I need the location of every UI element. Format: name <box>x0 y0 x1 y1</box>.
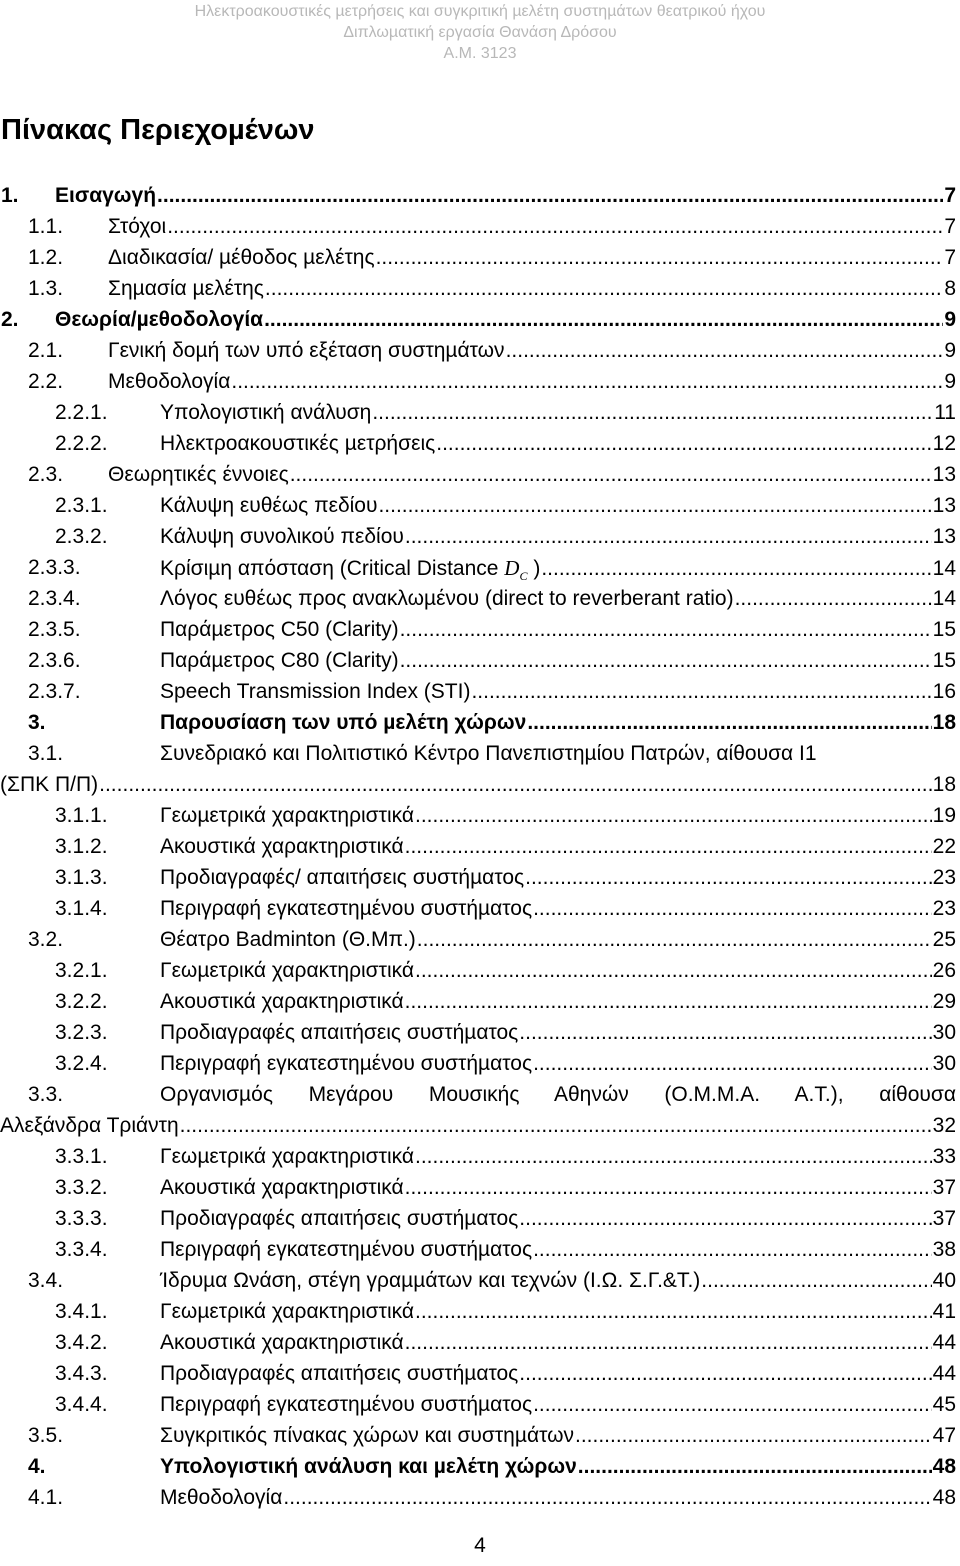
toc-entry-title <box>108 242 375 274</box>
toc-entry-number: 3.5. <box>28 1424 64 1447</box>
toc-entry[interactable] <box>0 304 960 336</box>
toc-entry-page: 15 <box>932 618 956 641</box>
toc-entry-title <box>160 1389 532 1421</box>
toc-entry-page: 26 <box>932 959 956 982</box>
dot-leader <box>231 366 943 398</box>
toc-entry-page: 22 <box>932 835 956 858</box>
toc-entry[interactable] <box>0 1265 960 1297</box>
toc-entry-title <box>160 1327 404 1359</box>
toc-entry-title <box>160 955 414 987</box>
toc-entry-title-text: Θεωρία/µεθοδολογία <box>55 308 264 331</box>
toc-entry[interactable] <box>0 1110 960 1142</box>
toc-entry[interactable] <box>0 1079 960 1111</box>
dot-leader <box>400 645 932 677</box>
toc-entry-title <box>160 614 399 646</box>
toc-entry-title <box>108 211 166 243</box>
toc-entry-page: 23 <box>932 897 956 920</box>
toc-entry-number: 2.3.7. <box>28 680 81 703</box>
toc-entry-title <box>160 676 470 708</box>
symbol-letter: D <box>504 556 520 580</box>
toc-entry-page: 33 <box>932 1145 956 1168</box>
toc-entry-number: 3.2.2. <box>55 990 108 1013</box>
toc-entry-title <box>160 1265 700 1297</box>
header-line-2: Διπλωµατική εργασία Θανάση Δρόσου <box>343 24 617 41</box>
running-header <box>0 1 960 64</box>
dot-leader <box>99 769 932 801</box>
dot-leader <box>415 1296 932 1328</box>
toc-entry-title <box>160 1482 282 1514</box>
toc-entry-title-text: Περιγραφή εγκατεστηµένου συστήµατος <box>160 1052 533 1075</box>
critical-distance-symbol <box>504 556 528 584</box>
toc-entry-title <box>160 1048 532 1080</box>
toc-entry-page: 45 <box>932 1393 956 1416</box>
toc-entry-number: 2.3.4. <box>28 587 81 610</box>
toc-entry-page: 18 <box>932 773 956 796</box>
toc-entry[interactable] <box>0 273 960 305</box>
toc-entry-page: 18 <box>932 711 956 734</box>
dot-leader <box>157 180 943 212</box>
toc-entry-title <box>108 335 505 367</box>
toc-entry-page: 9 <box>944 308 956 331</box>
toc-entry-title-text: Προδιαγραφές απαιτήσεις συστήµατος <box>160 1021 519 1044</box>
toc-entry-title <box>160 1234 532 1266</box>
dot-leader <box>405 521 932 553</box>
toc-entry-number: 3.2.1. <box>55 959 108 982</box>
toc-entry[interactable] <box>0 614 960 646</box>
toc-entry-title-text: Γενική δοµή των υπό εξέταση συστηµάτων <box>108 339 505 362</box>
toc-entry-title-text: Προδιαγραφές/ απαιτήσεις συστήµατος <box>160 866 525 889</box>
toc-entry-title-text: Παράµετρος C50 (Clarity) <box>160 618 399 641</box>
toc-entry-title <box>160 1079 956 1111</box>
toc-entry-title-text: Θεωρητικές έννοιες <box>108 463 289 486</box>
toc-entry-page: 13 <box>932 463 956 486</box>
toc-entry-title-text: Θέατρο Badminton (Θ.Μπ.) <box>160 928 416 951</box>
toc-entry[interactable] <box>0 1234 960 1266</box>
dot-leader <box>533 1234 932 1266</box>
toc-entry-title <box>160 738 817 770</box>
toc-entry-page: 7 <box>944 246 956 269</box>
toc-entry-page: 47 <box>932 1424 956 1447</box>
toc-entry-page: 44 <box>932 1331 956 1354</box>
toc-entry-title <box>160 521 404 553</box>
toc-entry-number: 3.1.1. <box>55 804 108 827</box>
toc-entry-title-text: Συνεδριακό και Πολιτιστικό Κέντρο Πανεπιστηµίου Πατρών, αίθουσα Ι1 <box>160 742 817 765</box>
toc-entry-title-text: Γεωµετρικά χαρακτηριστικά <box>160 804 414 827</box>
toc-entry[interactable] <box>0 242 960 274</box>
toc-entry-page: 9 <box>944 370 956 393</box>
toc-entry-title-text: Περιγραφή εγκατεστηµένου συστήµατος <box>160 1393 533 1416</box>
dot-leader <box>283 1482 931 1514</box>
toc-entry[interactable] <box>0 1327 960 1359</box>
toc-entry-title-text: Υπολογιστική ανάλυση <box>160 401 372 424</box>
toc-entry-page: 19 <box>932 804 956 827</box>
toc-entry[interactable] <box>0 955 960 987</box>
dot-leader <box>415 800 932 832</box>
toc-entry-number: 2.3.6. <box>28 649 81 672</box>
toc-entry[interactable] <box>0 769 960 801</box>
toc-entry[interactable] <box>0 1017 960 1049</box>
toc-entry-title-text: Συγκριτικός πίνακας χώρων και συστηµάτων <box>160 1424 574 1447</box>
toc-entry-title <box>160 490 377 522</box>
toc-entry-title-text: Κάλυψη συνολικού πεδίου <box>160 525 404 548</box>
toc-entry[interactable] <box>0 1203 960 1235</box>
dot-leader <box>415 955 932 987</box>
toc-entry-title-text: Γεωµετρικά χαρακτηριστικά <box>160 1145 414 1168</box>
toc-entry-title-text: Λόγος ευθέως προς ανακλωµένου (direct to reverberant ratio) <box>160 587 734 610</box>
toc-entry[interactable] <box>0 521 960 553</box>
toc-entry-page: 7 <box>944 215 956 238</box>
toc-entry-page: 29 <box>932 990 956 1013</box>
toc-entry[interactable] <box>0 1296 960 1328</box>
toc-entry-title-text: Κρίσιµη απόσταση (Critical Distance <box>160 557 499 580</box>
dot-leader <box>527 707 931 739</box>
toc-entry[interactable] <box>0 1358 960 1390</box>
dot-leader <box>471 676 931 708</box>
toc-entry-number: 3.4.4. <box>55 1393 108 1416</box>
toc-entry-title-text: Ηλεκτροακουστικές µετρήσεις <box>160 432 436 455</box>
dot-leader <box>417 924 932 956</box>
toc-entry-number: 4.1. <box>28 1486 64 1509</box>
toc-entry-title-text: Μεθοδολογία <box>160 1486 283 1509</box>
dot-leader <box>735 583 932 615</box>
toc-entry-page: 44 <box>932 1362 956 1385</box>
toc-entry[interactable] <box>0 645 960 677</box>
toc-entry-page: 48 <box>932 1455 956 1478</box>
toc-entry-title <box>160 1296 414 1328</box>
toc-entry[interactable] <box>0 459 960 491</box>
toc-entry-title <box>160 707 526 739</box>
toc-entry-title <box>0 1110 179 1142</box>
toc-entry-title <box>160 1017 518 1049</box>
toc-entry-title-text: Προδιαγραφές απαιτήσεις συστήµατος <box>160 1362 519 1385</box>
toc-entry-number: 2. <box>1 308 19 331</box>
dot-leader <box>405 1172 932 1204</box>
toc-entry-number: 3.3. <box>28 1083 64 1106</box>
toc-entry-page: 40 <box>932 1269 956 1292</box>
toc-entry-title-text: Σηµασία µελέτης <box>108 277 264 300</box>
toc-entry-number: 2.1. <box>28 339 64 362</box>
toc-entry-number: 3.1.4. <box>55 897 108 920</box>
toc-entry-title-text: Διαδικασία/ µέθοδος µελέτης <box>108 246 375 269</box>
toc-entry-title-text: Ακουστικά χαρακτηριστικά <box>160 1331 404 1354</box>
toc-entry-number: 3.4.1. <box>55 1300 108 1323</box>
toc-entry-title <box>108 273 264 305</box>
dot-leader <box>519 1358 931 1390</box>
toc-entry-title <box>160 645 399 677</box>
toc-entry-page: 37 <box>932 1207 956 1230</box>
toc-entry-title <box>160 831 404 863</box>
toc-entry[interactable] <box>0 1420 960 1452</box>
toc-entry-page: 7 <box>944 184 956 207</box>
toc-entry-title-text: Αλεξάνδρα Τριάντη <box>0 1114 179 1137</box>
dot-leader <box>415 1141 932 1173</box>
dot-leader <box>533 1389 932 1421</box>
toc-entry[interactable] <box>0 583 960 615</box>
toc-entry-number: 2.3.2. <box>55 525 108 548</box>
toc-entry-page: 37 <box>932 1176 956 1199</box>
dot-leader <box>405 986 932 1018</box>
toc-entry[interactable] <box>0 428 960 460</box>
toc-entry[interactable] <box>0 1482 960 1514</box>
toc-entry-title-text: Speech Transmission Index (STI) <box>160 680 471 703</box>
toc-entry[interactable] <box>0 335 960 367</box>
toc-entry-page: 30 <box>932 1021 956 1044</box>
toc-entry[interactable] <box>0 490 960 522</box>
toc-entry-page: 12 <box>932 432 956 455</box>
symbol-subscript: C <box>519 569 528 584</box>
toc-entry[interactable] <box>0 862 960 894</box>
toc-entry[interactable] <box>0 1389 960 1421</box>
toc-entry[interactable] <box>0 397 960 429</box>
dot-leader <box>701 1265 931 1297</box>
toc-entry-page: 41 <box>932 1300 956 1323</box>
toc-entry-number: 3.1. <box>28 742 64 765</box>
toc-entry-title-text: Προδιαγραφές απαιτήσεις συστήµατος <box>160 1207 519 1230</box>
toc-entry-number: 3.2.4. <box>55 1052 108 1075</box>
toc-entry-page: 9 <box>944 339 956 362</box>
toc-entry[interactable] <box>0 893 960 925</box>
dot-leader <box>525 862 932 894</box>
dot-leader <box>405 831 932 863</box>
toc-entry[interactable] <box>0 986 960 1018</box>
toc-entry-title <box>55 304 263 336</box>
toc-entry-title <box>160 397 371 429</box>
toc-entry-number: 3.2.3. <box>55 1021 108 1044</box>
dot-leader <box>578 1451 932 1483</box>
toc-entry[interactable] <box>0 1141 960 1173</box>
dot-leader <box>180 1110 932 1142</box>
toc-entry-page: 23 <box>932 866 956 889</box>
toc-entry-title-text: Ίδρυµα Ωνάση, στέγη γραµµάτων και τεχνών (Ι.Ω. Σ.Γ.&Τ.) <box>160 1269 701 1292</box>
toc-entry-title <box>160 924 416 956</box>
toc-entry-title <box>160 986 404 1018</box>
header-line-1: Ηλεκτροακουστικές µετρήσεις και συγκριτική µελέτη συστηµάτων θεατρικού ήχου <box>194 3 766 20</box>
toc-entry-title-text: Περιγραφή εγκατεστηµένου συστήµατος <box>160 1238 533 1261</box>
toc-entry-page: 15 <box>932 649 956 672</box>
toc-entry-number: 3.4. <box>28 1269 64 1292</box>
toc-entry-title-text: Ακουστικά χαρακτηριστικά <box>160 990 404 1013</box>
dot-leader <box>519 1203 931 1235</box>
toc-entry-title <box>160 1420 574 1452</box>
toc-entry-number: 2.3.3. <box>28 556 81 579</box>
toc-entry-title-text: Ακουστικά χαρακτηριστικά <box>160 835 404 858</box>
toc-entry[interactable] <box>0 738 960 770</box>
dot-leader <box>506 335 944 367</box>
dot-leader <box>400 614 932 646</box>
dot-leader <box>519 1017 931 1049</box>
toc-entry-number: 2.3.5. <box>28 618 81 641</box>
dot-leader <box>533 1048 932 1080</box>
toc-entry[interactable] <box>0 1451 960 1483</box>
dot-leader <box>167 211 943 243</box>
dot-leader <box>405 1327 932 1359</box>
toc-entry[interactable] <box>0 1172 960 1204</box>
toc-entry-number: 3.3.2. <box>55 1176 108 1199</box>
toc-entry-page: 16 <box>932 680 956 703</box>
toc-entry-title <box>160 583 734 615</box>
toc-entry-title <box>160 893 532 925</box>
toc-entry[interactable] <box>0 707 960 739</box>
toc-entry-title <box>160 862 524 894</box>
toc-entry-page: 11 <box>934 401 956 424</box>
toc-entry-title-text: Υπολογιστική ανάλυση και µελέτη χώρων <box>160 1455 577 1478</box>
toc-entry-title <box>0 769 98 801</box>
toc-entry-title-text: (ΣΠΚ Π/Π) <box>0 773 99 796</box>
toc-entry-title-text: Γεωµετρικά χαρακτηριστικά <box>160 1300 414 1323</box>
page-number: 4 <box>474 1534 486 1557</box>
toc-entry-number: 1. <box>1 184 19 207</box>
toc-entry-title-text: Μεθοδολογία <box>108 370 231 393</box>
toc-entry-title-text: Κάλυψη ευθέως πεδίου <box>160 494 378 517</box>
toc-entry-title-text: Περιγραφή εγκατεστηµένου συστήµατος <box>160 897 533 920</box>
toc-entry-number: 3.4.3. <box>55 1362 108 1385</box>
toc-entry-number: 2.2. <box>28 370 64 393</box>
dot-leader <box>533 893 932 925</box>
toc-entry-number: 4. <box>28 1455 46 1478</box>
toc-entry-title <box>160 1358 518 1390</box>
toc-entry-title <box>108 366 230 398</box>
page-title: Πίνακας Περιεχοµένων <box>1 114 315 146</box>
toc-entry-title-text: Παράµετρος C80 (Clarity) <box>160 649 399 672</box>
toc-entry-number: 3.3.1. <box>55 1145 108 1168</box>
toc-entry-title <box>55 180 156 212</box>
toc-entry[interactable] <box>0 552 960 584</box>
toc-entry-title-text: Ακουστικά χαρακτηριστικά <box>160 1176 404 1199</box>
toc-entry-number: 3.2. <box>28 928 64 951</box>
dot-leader <box>436 428 931 460</box>
toc-entry-title-text: Στόχοι <box>108 215 167 238</box>
toc-entry-number: 1.3. <box>28 277 64 300</box>
toc-entry-title <box>160 1451 577 1483</box>
dot-leader <box>376 242 944 274</box>
toc-entry-title <box>160 1203 518 1235</box>
toc-entry-page: 32 <box>932 1114 956 1137</box>
toc-entry-page: 14 <box>932 587 956 610</box>
toc-entry[interactable] <box>0 366 960 398</box>
toc-entry-number: 3.4.2. <box>55 1331 108 1354</box>
toc-entry-title <box>160 800 414 832</box>
toc-entry-title <box>160 1172 404 1204</box>
toc-entry-page: 8 <box>944 277 956 300</box>
toc-entry-number: 2.2.1. <box>55 401 108 424</box>
toc-entry-page: 30 <box>932 1052 956 1075</box>
toc-entry-number: 1.2. <box>28 246 64 269</box>
toc-entry-title <box>108 459 289 491</box>
toc-entry-number: 3.1.2. <box>55 835 108 858</box>
dot-leader <box>378 490 931 522</box>
dot-leader <box>264 304 943 336</box>
toc-entry-number: 3.1.3. <box>55 866 108 889</box>
toc-entry-number: 2.3.1. <box>55 494 108 517</box>
toc-entry-number: 3.3.3. <box>55 1207 108 1230</box>
dot-leader <box>575 1420 932 1452</box>
toc-entry-page: 25 <box>932 928 956 951</box>
toc-entry-number: 1.1. <box>28 215 64 238</box>
toc-entry[interactable] <box>0 1048 960 1080</box>
toc-entry-page: 13 <box>932 494 956 517</box>
toc-entry-page: 48 <box>932 1486 956 1509</box>
toc-entry[interactable] <box>0 180 960 212</box>
toc-entry-number: 3.3.4. <box>55 1238 108 1261</box>
toc-entry-title-text: Γεωµετρικά χαρακτηριστικά <box>160 959 414 982</box>
toc-entry-number: 3. <box>28 711 46 734</box>
toc-entry-page: 14 <box>932 557 956 580</box>
dot-leader <box>290 459 932 491</box>
toc-entry[interactable] <box>0 211 960 243</box>
toc-entry-title-text: Παρουσίαση των υπό µελέτη χώρων <box>160 711 527 734</box>
toc-entry[interactable] <box>0 831 960 863</box>
toc-entry-title-text: Οργανισµός Μεγάρου Μουσικής Αθηνών (Ο.Μ.Μ.Α. Α.Τ.), αίθουσα <box>160 1083 956 1106</box>
header-line-3: Α.Μ. 3123 <box>443 45 517 62</box>
dot-leader <box>372 397 933 429</box>
toc-entry-title-text: Εισαγωγή <box>55 184 157 207</box>
toc-entry[interactable] <box>0 800 960 832</box>
toc-entry[interactable] <box>0 676 960 708</box>
toc-entry-page: 38 <box>932 1238 956 1261</box>
toc-entry-number: 2.2.2. <box>55 432 108 455</box>
toc-entry[interactable] <box>0 924 960 956</box>
toc-entry-title <box>160 1141 414 1173</box>
dot-leader <box>541 553 931 585</box>
toc-entry-page: 13 <box>932 525 956 548</box>
toc-entry-title <box>160 428 435 460</box>
dot-leader <box>265 273 943 305</box>
toc-entry-title-suffix: ) <box>527 557 541 580</box>
toc-entry-number: 2.3. <box>28 463 64 486</box>
